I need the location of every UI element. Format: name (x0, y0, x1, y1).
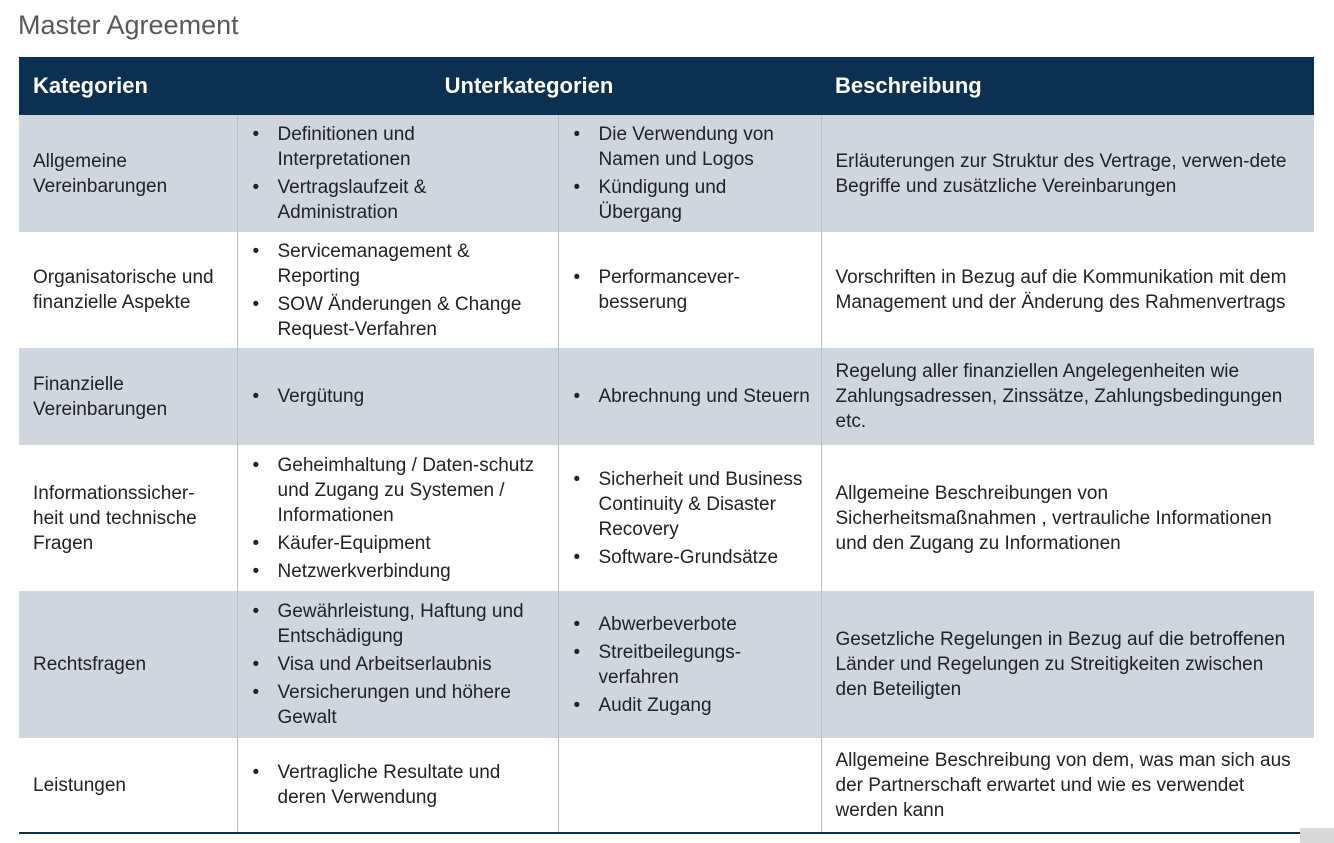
list-item: • Käufer-Equipment (250, 531, 550, 556)
subcategory-cell (558, 348, 821, 445)
table-bottom-rule (19, 832, 1314, 834)
list-item: • Streitbeilegungs-verfahren (571, 640, 813, 690)
list-item: • Versicherungen und höhere Gewalt (250, 680, 550, 730)
subcategory-cell (237, 738, 558, 832)
subcategory-cell (237, 115, 558, 232)
subcategory-cell (237, 445, 558, 591)
category-cell: Allgemeine Vereinbarungen (19, 115, 237, 232)
list-item: • Vertragliche Resultate und deren Verwendung (250, 760, 550, 810)
subcategory-cell (237, 232, 558, 348)
list-item: • Definitionen und Interpretationen (250, 122, 550, 172)
category-cell: Rechtsfragen (19, 591, 237, 738)
list-item: • Kündigung und Übergang (571, 175, 813, 225)
subcategory-cell (237, 348, 558, 445)
list-item: • Gewährleistung, Haftung und Entschädigung (250, 599, 550, 649)
list-item: • Software-Grundsätze (571, 545, 813, 570)
category-cell: Finanzielle Vereinbarungen (19, 348, 237, 445)
description-cell: Regelung aller finanziellen Angelegenheiten wie Zahlungsadressen, Zinssätze, Zahlungsbedingungen etc. (821, 348, 1314, 445)
table-row (19, 232, 1314, 348)
description-cell: Allgemeine Beschreibung von dem, was man sich aus der Partnerschaft erwartet und wie es verwendet werden kann (821, 738, 1314, 832)
table-row (19, 738, 1314, 832)
category-cell: Leistungen (19, 738, 237, 832)
list-item: • Sicherheit und Business Continuity & Disaster Recovery (571, 467, 813, 542)
subcategory-cell (558, 738, 821, 832)
list-item: • Abrechnung und Steuern (571, 384, 813, 409)
list-item: • Die Verwendung von Namen und Logos (571, 122, 813, 172)
description-cell: Gesetzliche Regelungen in Bezug auf die betroffenen Länder und Regelungen zu Streitigkeiten zwischen den Beteiligten (821, 591, 1314, 738)
subcategory-cell (558, 445, 821, 591)
subcategory-cell (558, 115, 821, 232)
subcategory-cell (558, 591, 821, 738)
table-row (19, 348, 1314, 445)
list-item: • Performancever-besserung (571, 265, 813, 315)
list-item: • Visa und Arbeitserlaubnis (250, 652, 550, 677)
header-beschreibung: Beschreibung (821, 57, 1314, 115)
list-item: • SOW Änderungen & Change Request-Verfahren (250, 292, 550, 342)
list-item: • Vergütung (250, 384, 550, 409)
category-cell: Organisatorische und finanzielle Aspekte (19, 232, 237, 348)
list-item: • Abwerbeverbote (571, 612, 813, 637)
header-kategorien: Kategorien (19, 57, 237, 115)
list-item: • Geheimhaltung / Daten-schutz und Zugang zu Systemen / Informationen (250, 453, 550, 528)
table-header-row (19, 57, 1314, 115)
description-cell: Allgemeine Beschreibungen von Sicherheitsmaßnahmen , vertrauliche Informationen und den Zugang zu Informationen (821, 445, 1314, 591)
table-row (19, 445, 1314, 591)
subcategory-cell (237, 591, 558, 738)
table-row (19, 115, 1314, 232)
description-cell: Vorschriften in Bezug auf die Kommunikation mit dem Management und der Änderung des Rahmenvertrags (821, 232, 1314, 348)
table-row (19, 591, 1314, 738)
page-title: Master Agreement (18, 10, 239, 40)
subcategory-cell (558, 232, 821, 348)
category-cell: Informationssicher-heit und technische Fragen (19, 445, 237, 591)
list-item: • Vertragslaufzeit & Administration (250, 175, 550, 225)
list-item: • Servicemanagement & Reporting (250, 239, 550, 289)
list-item: • Audit Zugang (571, 693, 813, 718)
header-unterkategorien: Unterkategorien (237, 57, 821, 115)
description-cell: Erläuterungen zur Struktur des Vertrage, verwen-dete Begriffe und zusätzliche Vereinbarungen (821, 115, 1314, 232)
slide-corner-tab (1300, 828, 1334, 843)
list-item: • Netzwerkverbindung (250, 559, 550, 584)
agreement-table (19, 57, 1314, 832)
